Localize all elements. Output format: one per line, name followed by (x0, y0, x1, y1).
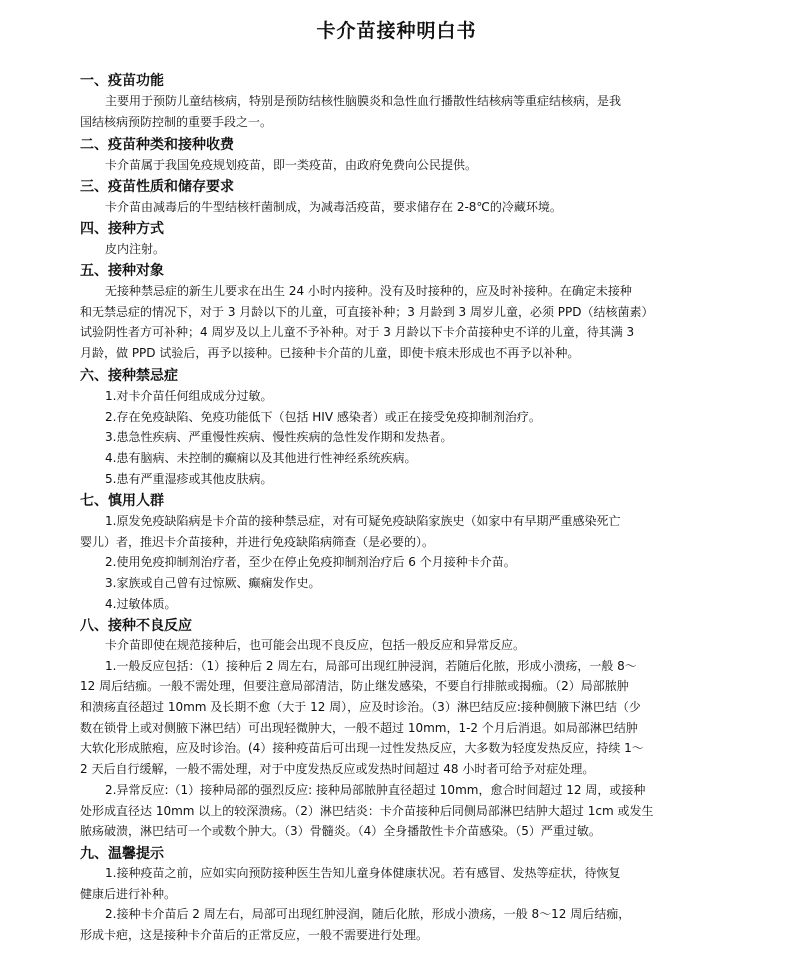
section-body-contraindications (80, 386, 712, 489)
section-body-tips (80, 863, 712, 946)
text-line: 无接种禁忌症的新生儿要求在出生 24 小时内接种。没有及时接种的，应及时补接种。在确定未接种 (105, 284, 632, 298)
list-item: 1.一般反应包括：（1）接种后 2 周左右，局部可出现红肿浸润，若随后化脓，形成小溃疡，一般 8～ (105, 658, 637, 673)
section-heading-recipients: 五、接种对象 (80, 263, 164, 279)
text-line: 试验阴性者方可补种；4 周岁及以上儿童不予补种。对于 3 月龄以下卡介苗接种史不详的儿童，待其满 3 (80, 325, 635, 340)
text-line: 形成卡疤，这是接种卡介苗后的正常反应，一般不需要进行处理。 (80, 928, 429, 943)
text-line: 卡介苗属于我国免疫规划疫苗，即一类疫苗，由政府免费向公民提供。 (105, 158, 478, 172)
section-heading-storage: 三、疫苗性质和储存要求 (80, 179, 234, 195)
section-body-recipients (80, 281, 712, 364)
list-item: 1.对卡介苗任何组成成分过敏。 (105, 389, 273, 403)
text-line: 卡介苗由减毒后的牛型结核杆菌制成，为减毒活疫苗，要求储存在 2-8℃的冷藏环境。 (105, 200, 562, 214)
section-heading-vaccine-function: 一、疫苗功能 (80, 73, 164, 89)
section-heading-tips: 九、温馨提示 (80, 846, 164, 862)
text-line: 数在锁骨上或对侧腋下淋巴结）可出现轻微肿大，一般不超过 10mm，1-2 个月后消退。如局部淋巴结肿 (80, 720, 638, 735)
section-body-caution-groups (80, 511, 712, 614)
list-item: 5.患有严重湿疹或其他皮肤病。 (105, 471, 273, 486)
section-body-vaccine-type-fee (80, 155, 712, 176)
text-line: 处形成直径达 10mm 以上的较深溃疡。（2）淋巴结炎：卡介苗接种后同侧局部淋巴结肿大超过 1cm 或发生 (80, 803, 654, 818)
text-line: 大软化形成脓疱，应及时诊治。(4）接种疫苗后可出现一过性发热反应，大多数为轻度发热反应，持续 1～ (80, 741, 644, 756)
list-item: 3.患急性疾病、严重慢性疾病、慢性疾病的急性发作期和发热者。 (105, 430, 453, 445)
list-item: 1.接种疫苗之前，应如实向预防接种医生告知儿童身体健康状况。若有感冒、发热等症状，待恢复 (105, 866, 621, 880)
text-line: 卡介苗即使在规范接种后，也可能会出现不良反应，包括一般反应和异常反应。 (105, 638, 526, 652)
text-line: 皮内注射。 (105, 242, 166, 256)
text-line: 脓疡破溃，淋巴结可一个或数个肿大。（3）骨髓炎。（4）全身播散性卡介苗感染。（5）严重过敏。 (80, 824, 601, 839)
text-line: 主要用于预防儿童结核病，特别是预防结核性脑膜炎和急性血行播散性结核病等重症结核病，是我 (105, 94, 622, 108)
list-item: 2.异常反应:（1）接种局部的强烈反应: 接种局部脓肿直径超过 10mm，愈合时间超过 12 周，或接种 (105, 782, 646, 797)
text-line: 月龄，做 PPD 试验后，再予以接种。已接种卡介苗的儿童，即使卡痕未形成也不再予以补种。 (80, 346, 580, 361)
section-heading-contraindications: 六、接种禁忌症 (80, 368, 178, 384)
list-item: 4.过敏体质。 (105, 596, 177, 611)
text-line: 国结核病预防控制的重要手段之一。 (80, 114, 273, 129)
list-item: 2.存在免疫缺陷、免疫功能低下（包括 HIV 感染者）或正在接受免疫抑制剂治疗。 (105, 409, 541, 424)
text-line: 2 天后自行缓解，一般不需处理，对于中度发热反应或发热时间超过 48 小时者可给予对症处理。 (80, 762, 595, 777)
list-item: 4.患有脑病、未控制的癫痫以及其他进行性神经系统疾病。 (105, 451, 417, 466)
section-heading-vaccine-type-fee: 二、疫苗种类和接种收费 (80, 137, 234, 153)
text-line: 12 周后结痂。一般不需处理，但要注意局部清洁，防止继发感染，不要自行排脓或揭痂。（2）局部脓肿 (80, 679, 629, 694)
text-line: 健康后进行补种。 (80, 886, 177, 901)
section-body-method (80, 239, 712, 260)
list-item: 3.家族或自己曾有过惊厥、癫痫发作史。 (105, 576, 321, 591)
list-item: 2.接种卡介苗后 2 周左右，局部可出现红肿浸润，随后化脓，形成小溃疡，一般 8～12 周后结痂， (105, 907, 631, 922)
text-line: 和无禁忌症的情况下，对于 3 月龄以下的儿童，可直接补种；3 月龄到 3 周岁儿童，必须 PPD（结核菌素） (80, 304, 654, 319)
section-heading-method: 四、接种方式 (80, 221, 164, 237)
section-heading-caution-groups: 七、慎用人群 (80, 493, 164, 509)
text-line: 婴儿）者，推迟卡介苗接种，并进行免疫缺陷病筛查（是必要的）。 (80, 534, 435, 549)
section-body-storage (80, 197, 712, 218)
section-heading-adverse-reactions: 八、接种不良反应 (80, 618, 192, 634)
list-item: 2.使用免疫抑制剂治疗者，至少在停止免疫抑制剂治疗后 6 个月接种卡介苗。 (105, 555, 516, 570)
text-line: 和溃疡直径超过 10mm 及长期不愈（大于 12 周），应及时诊治。（3）淋巴结反应:接种侧腋下淋巴结（少 (80, 700, 641, 715)
document-title: 卡介苗接种明白书 (316, 20, 477, 42)
section-body-vaccine-function (80, 91, 712, 132)
section-body-adverse-reactions (80, 635, 712, 842)
list-item: 1.原发免疫缺陷病是卡介苗的接种禁忌症，对有可疑免疫缺陷家族史（如家中有早期严重感染死亡 (105, 514, 621, 528)
